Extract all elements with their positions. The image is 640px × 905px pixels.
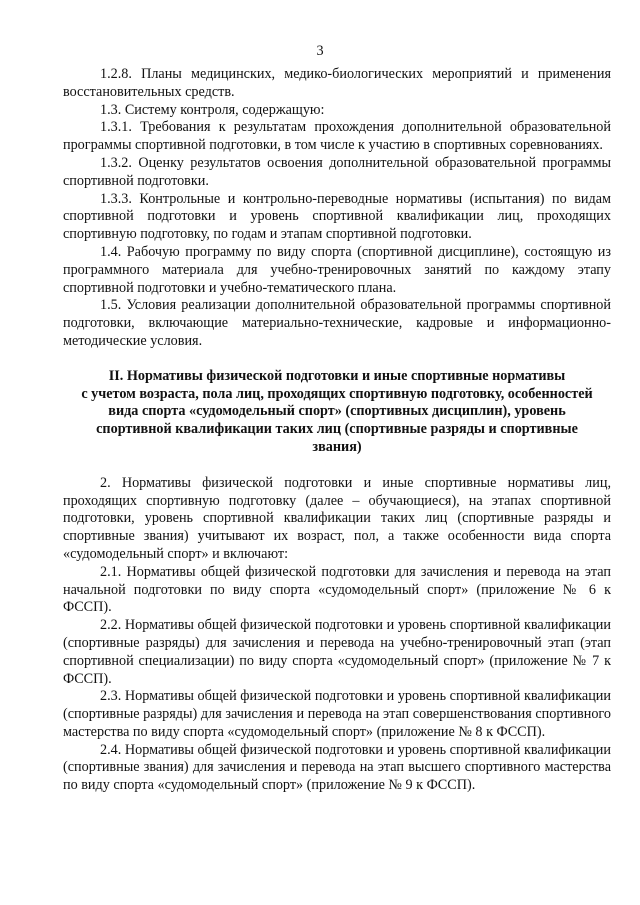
paragraph-1-3-3: 1.3.3. Контрольные и контрольно-переводные нормативы (испытания) по видам спортивной подготовки и уровень спортивной квалификации лиц, проходящих спортивную подготовку, по годам и этапам спортивной подготовки. (63, 190, 611, 243)
paragraph-1-3-1: 1.3.1. Требования к результатам прохождения дополнительной образовательной программы спортивной подготовки, в том числе к участию в спортивных соревнованиях. (63, 119, 611, 154)
paragraph-1-2-8: 1.2.8. Планы медицинских, медико-биологических мероприятий и применения восстановительных средств. (63, 66, 611, 100)
paragraph-2-1: 2.1. Нормативы общей физической подготовки для зачисления и перевода на этап начальной подготовки по виду спорта «судомодельный спорт» (приложение № 6 к ФССП). (63, 563, 611, 616)
page-number: 3 (316, 43, 324, 59)
document-body (63, 66, 611, 795)
paragraph-2-2: 2.2. Нормативы общей физической подготовки и уровень спортивной квалификации (спортивные разряды) для зачисления и перевода на учебно-тренировочный этап (этап спортивной специализации) по виду спорта «судомодельный спорт» (приложение № 7 к ФССП). (63, 617, 611, 687)
section-heading-line: вида спорта «судомодельный спорт» (спортивных дисциплин), уровень (108, 403, 566, 420)
paragraph-1-3-2: 1.3.2. Оценку результатов освоения дополнительной образовательной программы спортивной подготовки. (63, 154, 611, 189)
section-heading-line: звания) (312, 438, 362, 455)
paragraph-1-3: 1.3. Систему контроля, содержащую: (100, 101, 325, 118)
paragraph-2-4: 2.4. Нормативы общей физической подготовки и уровень спортивной квалификации (спортивные звания) для зачисления и перевода на этап высшего спортивного мастерства по виду спорта «судомодельный спорт» (приложение № 9 к ФССП). (63, 741, 611, 794)
section-heading-line: с учетом возраста, пола лиц, проходящих спортивную подготовку, особенностей (81, 385, 593, 402)
section-heading-line: спортивной квалификации таких лиц (спортивные разряды и спортивные (96, 421, 578, 438)
paragraph-2-3: 2.3. Нормативы общей физической подготовки и уровень спортивной квалификации (спортивные разряды) для зачисления и перевода на этап совершенствования спортивного мастерства по виду спорта «судомодельный спорт» (приложение № 8 к ФССП). (63, 688, 611, 740)
paragraph-2: 2. Нормативы физической подготовки и иные спортивные нормативы лиц, проходящих спортивную подготовку (далее – обучающиеся), на этапах спортивной подготовки, уровень спортивной квалификации таких лиц (спортивные разряды и спортивные звания) учитывают их возраст, пол, а также особенности вида спорта «судомодельный спорт» и включают: (63, 474, 611, 562)
paragraph-1-4: 1.4. Рабочую программу по виду спорта (спортивной дисциплине), состоящую из программного материала для учебно-тренировочных занятий по каждому этапу спортивной подготовки и учебно-тематического плана. (63, 243, 611, 296)
section-heading-line: II. Нормативы физической подготовки и иные спортивные нормативы (108, 367, 566, 384)
section-heading (63, 368, 611, 457)
paragraph-1-5: 1.5. Условия реализации дополнительной образовательной программы спортивной подготовки, включающие материально-технические, кадровые и информационно-методические условия. (63, 297, 611, 349)
